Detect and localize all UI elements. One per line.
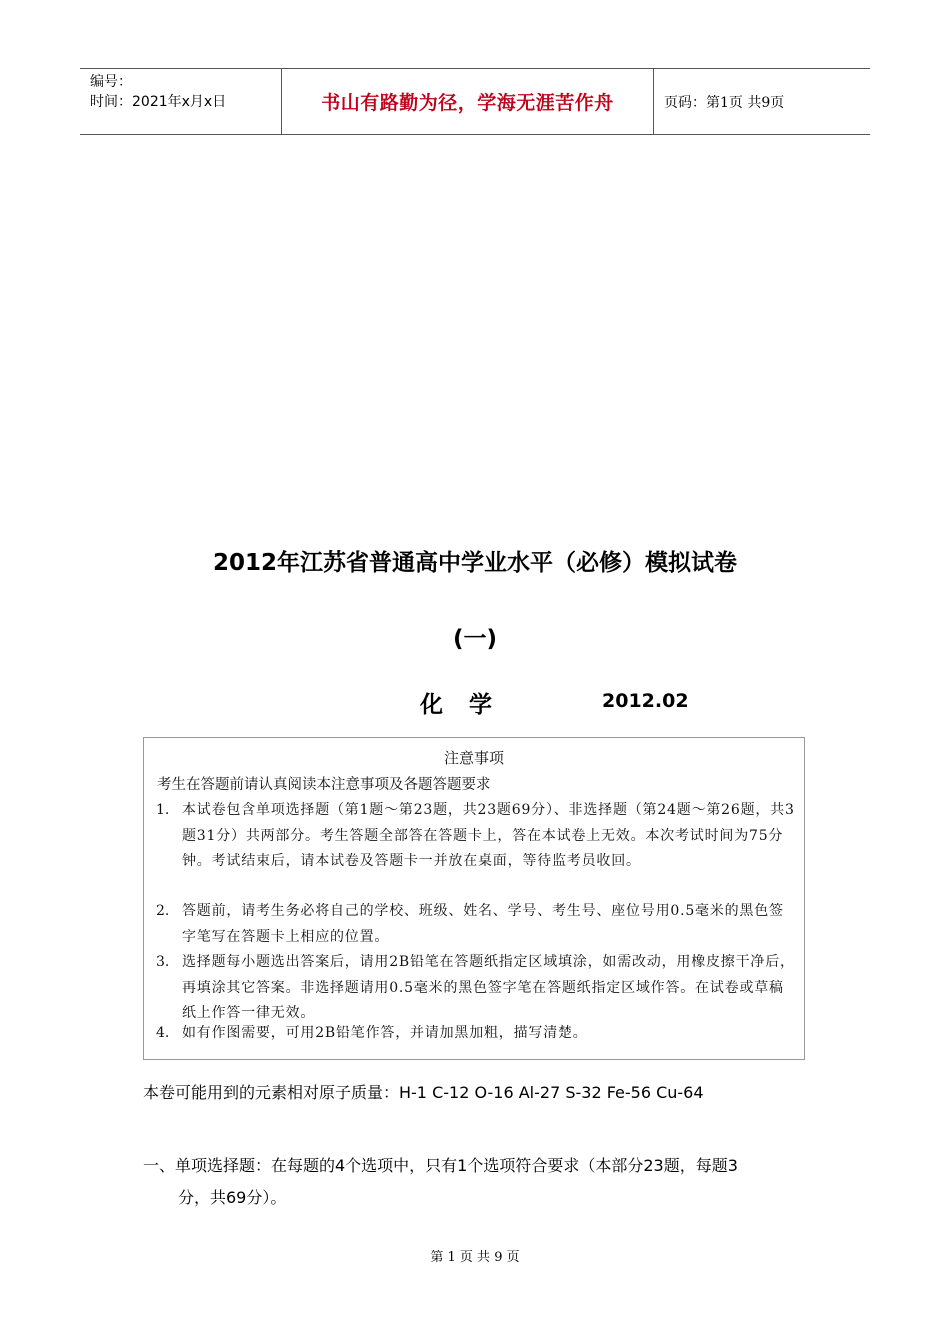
exam-date: 2012.02 bbox=[602, 690, 689, 712]
exam-subject: 化学 bbox=[420, 692, 518, 718]
notice-item bbox=[156, 899, 796, 950]
notice-item-text: 答题前，请考生务必将自己的学校、班级、姓名、学号、考生号、座位号用0.5毫米的黑色签字笔写在答题卡上相应的位置。 bbox=[182, 903, 784, 945]
header-motto: 书山有路勤为径，学海无涯苦作舟 bbox=[321, 92, 614, 114]
atomic-masses: 本卷可能用到的元素相对原子质量：H-1 C-12 O-16 Al-27 S-32 Fe-56 Cu-64 bbox=[143, 1083, 704, 1102]
section-one-line2: 分，共69分）。 bbox=[178, 1188, 287, 1207]
notice-box bbox=[143, 737, 805, 1060]
header-page-info: 页码：第1页 共9页 bbox=[664, 94, 785, 111]
exam-title-number: (一) bbox=[452, 626, 498, 652]
notice-item-number: 4. bbox=[156, 1025, 170, 1041]
time-label: 时间：2021年x月x日 bbox=[90, 94, 227, 110]
section-one-heading bbox=[143, 1150, 823, 1214]
notice-item bbox=[156, 950, 796, 1027]
notice-item bbox=[156, 798, 796, 875]
page-footer: 第 1 页 共 9 页 bbox=[430, 1250, 520, 1265]
notice-item-text: 本试卷包含单项选择题（第1题～第23题，共23题69分）、非选择题（第24题～第26题，共3题31分）共两部分。考生答题全部答在答题卡上，答在本试卷上无效。本次考试时间为75分钟。考试结束后，请本试卷及答题卡一并放在桌面，等待监考员收回。 bbox=[182, 802, 795, 869]
notice-item-number: 1. bbox=[156, 802, 170, 818]
page-header bbox=[80, 68, 870, 135]
header-page-info-cell bbox=[654, 69, 870, 134]
notice-item-number: 3. bbox=[156, 954, 170, 970]
serial-label: 编号： bbox=[90, 74, 132, 90]
notice-item-number: 2. bbox=[156, 903, 170, 919]
header-motto-cell bbox=[281, 69, 654, 134]
exam-title: 2012年江苏省普通高中学业水平（必修）模拟试卷 bbox=[212, 550, 737, 576]
notice-intro: 考生在答题前请认真阅读本注意事项及各题答题要求 bbox=[157, 777, 491, 793]
notice-item-text: 如有作图需要，可用2B铅笔作答，并请加黑加粗，描写清楚。 bbox=[182, 1025, 588, 1041]
notice-heading: 注意事项 bbox=[443, 749, 504, 767]
notice-item-text: 选择题每小题选出答案后，请用2B铅笔在答题纸指定区域填涂，如需改动，用橡皮擦干净后，再填涂其它答案。非选择题请用0.5毫米的黑色签字笔在答题纸指定区域作答。在试卷或草稿纸上作答一律无效。 bbox=[182, 954, 795, 1021]
notice-item bbox=[156, 1021, 796, 1047]
section-one-line1: 一、单项选择题：在每题的4个选项中，只有1个选项符合要求（本部分23题，每题3 bbox=[143, 1156, 738, 1175]
header-meta bbox=[80, 69, 281, 134]
